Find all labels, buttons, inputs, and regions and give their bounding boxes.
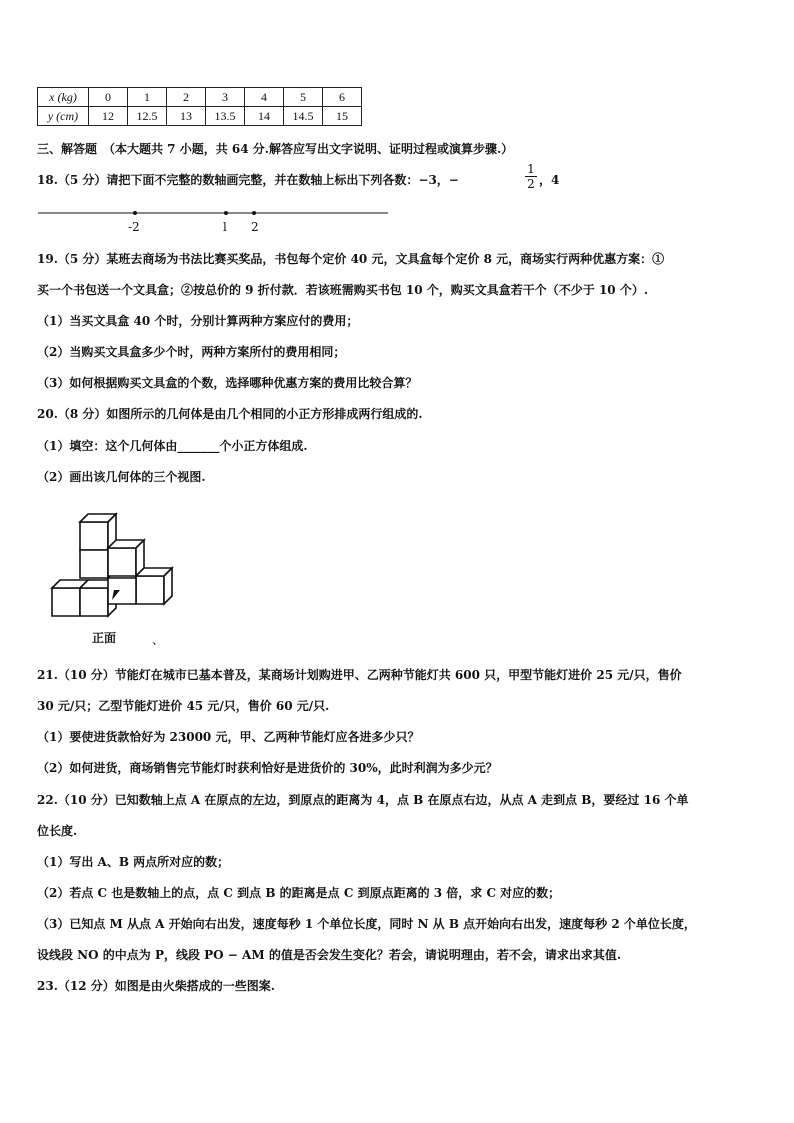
q19-sub1: （1）当买文具盒 40 个时，分别计算两种方案应付的费用；: [37, 314, 359, 328]
q19-line2: 买一个书包送一个文具盒；②按总价的 9 折付款．若该班需购买书包 10 个，购买文具盒若干个（不少于 10 个）.: [37, 283, 648, 297]
q22-sub1: （1）写出 A、B 两点所对应的数；: [37, 855, 230, 869]
q22-sub3b: 设线段 NO 的中点为 P，线段 PO − AM 的值是否会发生变化？若会，请说明理由，若不会，请求出求其值.: [37, 948, 621, 962]
q19-line1: 19.（5 分）某班去商场为书法比赛买奖品，书包每个定价 40 元，文具盒每个定价 8 元，商场实行两种优惠方案：①: [37, 252, 665, 266]
q22-sub3a: （3）已知点 M 从点 A 开始向右出发，速度每秒 1 个单位长度，同时 N 从 B 点开始向右出发，速度每秒 2 个单位长度，: [37, 917, 696, 931]
q18-frac-num: 1: [527, 162, 535, 176]
q18-frac-den: 2: [525, 176, 537, 191]
q20-sub2: （2）画出该几何体的三个视图.: [37, 470, 206, 484]
table-header-y: y (cm): [38, 107, 89, 126]
q22-line1: 22.（10 分）已知数轴上点 A 在原点的左边，到原点的距离为 4，点 B 在原点右边，从点 A 走到点 B，要经过 16 个单: [37, 793, 689, 807]
table-cell: 14.5: [284, 107, 323, 126]
table-cell: 13: [167, 107, 206, 126]
table-cell: 0: [89, 88, 128, 107]
table-cell: 4: [245, 88, 284, 107]
table-cell: 3: [206, 88, 245, 107]
stray-mark: 、: [152, 633, 165, 647]
q18-prefix: 18.（5 分）请把下面不完整的数轴画完整，并在数轴上标出下列各数：−3，−: [37, 173, 459, 187]
q23-line1: 23.（12 分）如图是由火柴搭成的一些图案.: [37, 979, 275, 993]
q20-sub1: （1）填空：这个几何体由_______个小正方体组成.: [37, 439, 308, 453]
q21-sub2: （2）如何进货，商场销售完节能灯时获利恰好是进货价的 30%，此时利润为多少元？: [37, 761, 498, 775]
table-cell: 6: [323, 88, 362, 107]
table-cell: 12.5: [128, 107, 167, 126]
q21-line2: 30 元/只；乙型节能灯进价 45 元/只，售价 60 元/只.: [37, 699, 330, 713]
table-cell: 2: [167, 88, 206, 107]
table-cell: 12: [89, 107, 128, 126]
table-cell: 15: [323, 107, 362, 126]
table-cell: 14: [245, 107, 284, 126]
q21-line1: 21.（10 分）节能灯在城市已基本普及，某商场计划购进甲、乙两种节能灯共 600 只，甲型节能灯进价 25 元/只，售价: [37, 668, 682, 682]
q22-sub2: （2）若点 C 也是数轴上的点，点 C 到点 B 的距离是点 C 到原点距离的 3 倍，求 C 对应的数；: [37, 886, 561, 900]
q18-suffix: ，4: [539, 173, 560, 187]
q21-sub1: （1）要使进货款恰好为 23000 元，甲、乙两种节能灯应各进多少只？: [37, 730, 420, 744]
q19-sub3: （3）如何根据购买文具盒的个数，选择哪种优惠方案的费用比较合算？: [37, 376, 418, 390]
table-cell: 5: [284, 88, 323, 107]
axis-label: l: [223, 220, 227, 234]
q22-line2: 位长度.: [37, 824, 78, 838]
axis-label: -2: [128, 220, 140, 234]
table-cell: 13.5: [206, 107, 245, 126]
axis-label: 2: [251, 220, 259, 234]
section-heading: 三、解答题 （本大题共 7 小题，共 64 分.解答应写出文字说明、证明过程或演算步骤.）: [37, 142, 514, 156]
q20-line1: 20.（8 分）如图所示的几何体是由几个相同的小正方形排成两行组成的.: [37, 407, 423, 421]
table-header-x: x (kg): [38, 88, 89, 107]
front-label: 正面: [92, 631, 117, 645]
table-cell: 1: [128, 88, 167, 107]
q19-sub2: （2）当购买文具盒多少个时，两种方案所付的费用相同；: [37, 345, 346, 359]
